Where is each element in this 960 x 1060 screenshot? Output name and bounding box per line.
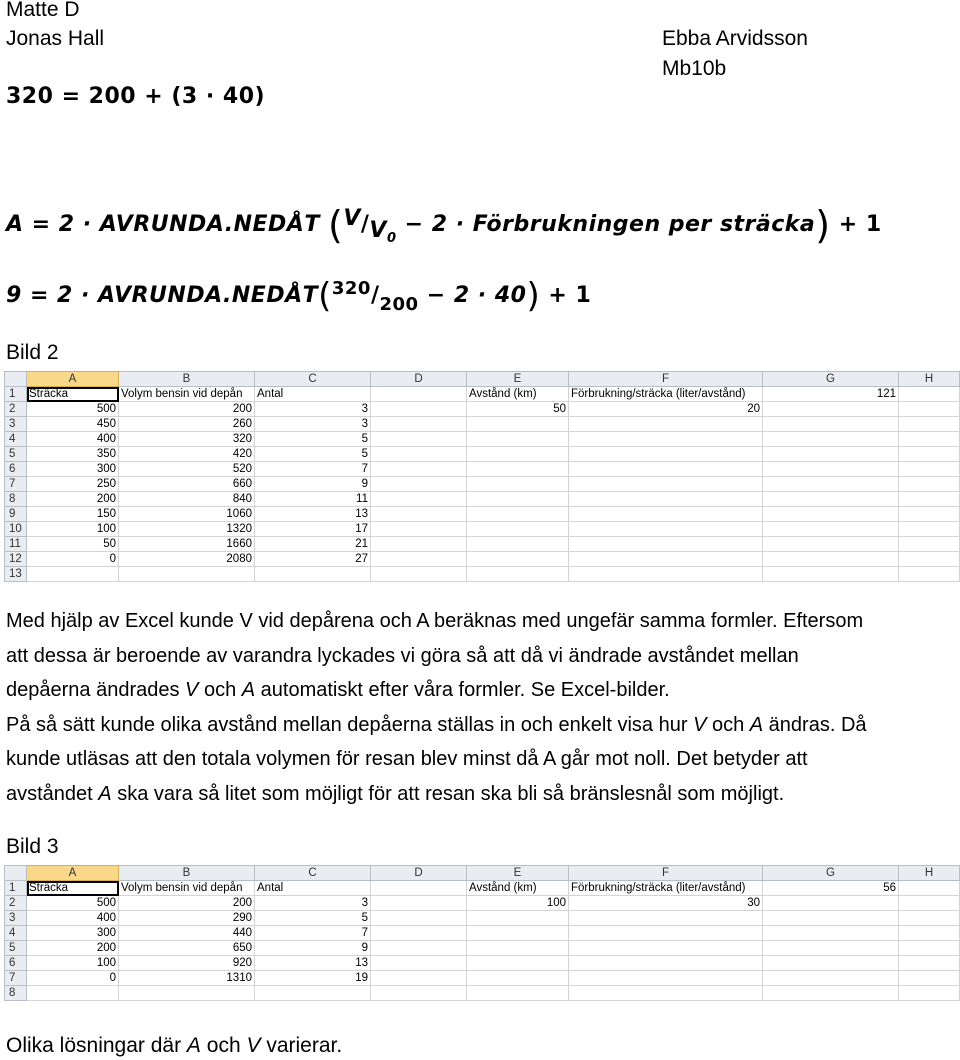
cell-h10[interactable] (899, 522, 960, 537)
cell-g1[interactable]: 121 (763, 387, 899, 402)
cell-d12[interactable] (371, 552, 467, 567)
cell-e11[interactable] (467, 537, 569, 552)
cell-c9[interactable]: 13 (255, 507, 371, 522)
cell-d2[interactable] (371, 896, 467, 911)
cell-b13[interactable] (119, 567, 255, 582)
cell-b8[interactable]: 840 (119, 492, 255, 507)
table-row (5, 956, 960, 971)
cell-e8[interactable] (467, 492, 569, 507)
row-header[interactable]: 3 (5, 417, 27, 432)
cell-d3[interactable] (371, 417, 467, 432)
cell-e1[interactable]: Avstånd (km) (467, 387, 569, 402)
table-row (5, 507, 960, 522)
column-header-c[interactable]: C (255, 372, 371, 387)
row-header[interactable]: 7 (5, 971, 27, 986)
equation-2-paren-open: ( (328, 203, 344, 247)
table-row (5, 941, 960, 956)
cell-f1[interactable]: Förbrukning/sträcka (liter/avstånd) (569, 387, 763, 402)
cell-g6[interactable] (763, 956, 899, 971)
cell-g13[interactable] (763, 567, 899, 582)
equation-2-tail: + 1 (838, 212, 882, 237)
row-header[interactable]: 9 (5, 507, 27, 522)
cell-f6[interactable] (569, 462, 763, 477)
cell-d4[interactable] (371, 926, 467, 941)
cell-a6[interactable]: 100 (27, 956, 119, 971)
cell-b1[interactable]: Volym bensin vid depån (119, 387, 255, 402)
cell-e2[interactable]: 100 (467, 896, 569, 911)
cell-a7[interactable]: 0 (27, 971, 119, 986)
cell-a2[interactable]: 500 (27, 896, 119, 911)
row-header[interactable]: 6 (5, 462, 27, 477)
equation-3-num: 320 (331, 278, 371, 299)
paragraph-line-6 (6, 777, 958, 812)
cell-b4[interactable]: 440 (119, 926, 255, 941)
paragraph-line-1: Med hjälp av Excel kunde V vid depårena och A beräknas med ungefär samma formler. Eftersom (6, 610, 864, 632)
paragraph-line-2: att dessa är beroende av varandra lyckades vi göra så att då vi ändrade avståndet mellan (6, 644, 799, 667)
cell-a5[interactable]: 200 (27, 941, 119, 956)
column-header-e[interactable]: E (467, 866, 569, 881)
cell-h2[interactable] (899, 896, 960, 911)
cell-g1[interactable]: 56 (763, 881, 899, 896)
cell-b5[interactable]: 420 (119, 447, 255, 462)
cell-h6[interactable] (899, 956, 960, 971)
table-row (5, 986, 960, 1001)
table-row (5, 492, 960, 507)
cell-f5[interactable] (569, 941, 763, 956)
closing-line-b: A (186, 1034, 201, 1057)
cell-d7[interactable] (371, 477, 467, 492)
column-header-f[interactable]: F (569, 866, 763, 881)
cell-c4[interactable]: 5 (255, 432, 371, 447)
cell-e4[interactable] (467, 926, 569, 941)
cell-e6[interactable] (467, 956, 569, 971)
cell-c8[interactable] (255, 986, 371, 1001)
paragraph-line-4-c: A (749, 713, 764, 736)
cell-f10[interactable] (569, 522, 763, 537)
table-row (5, 926, 960, 941)
cell-c3[interactable]: 3 (255, 417, 371, 432)
cell-c6[interactable]: 7 (255, 462, 371, 477)
cell-f2[interactable]: 20 (569, 402, 763, 417)
row-header[interactable]: 6 (5, 956, 27, 971)
cell-h5[interactable] (899, 447, 960, 462)
cell-d9[interactable] (371, 507, 467, 522)
equation-3-slash: / (370, 283, 380, 308)
cell-g3[interactable] (763, 417, 899, 432)
cell-e12[interactable] (467, 552, 569, 567)
cell-g3[interactable] (763, 911, 899, 926)
spreadsheet-bild2 (4, 371, 960, 582)
paragraph-line-4-a: På så sätt kunde olika avstånd mellan depåerna ställas in och enkelt visa hur (6, 713, 694, 736)
column-header-h[interactable]: H (899, 372, 960, 387)
paragraph-line-6-b: A (98, 782, 112, 805)
cell-e7[interactable] (467, 971, 569, 986)
column-header-g[interactable]: G (763, 372, 899, 387)
body-paragraph (6, 604, 958, 811)
cell-f12[interactable] (569, 552, 763, 567)
equation-3-tail: + 1 (548, 283, 592, 308)
row-header[interactable]: 12 (5, 552, 27, 567)
cell-b11[interactable]: 1660 (119, 537, 255, 552)
cell-g8[interactable] (763, 986, 899, 1001)
table-row (5, 971, 960, 986)
bild2-caption: Bild 2 (6, 341, 59, 364)
paragraph-line-3 (6, 673, 958, 708)
table-row (5, 881, 960, 896)
cell-d7[interactable] (371, 971, 467, 986)
table-row (5, 387, 960, 402)
paragraph-line-4-d: ändras. Då (763, 713, 867, 736)
table-row (5, 522, 960, 537)
cell-f7[interactable] (569, 971, 763, 986)
closing-line-e: varierar. (260, 1034, 343, 1057)
equation-3 (6, 276, 591, 316)
row-header[interactable]: 5 (5, 447, 27, 462)
equation-2-V: V (343, 206, 361, 231)
cell-a10[interactable]: 100 (27, 522, 119, 537)
spreadsheet-bild3 (4, 865, 960, 1001)
cell-f2[interactable]: 30 (569, 896, 763, 911)
column-header-b[interactable]: B (119, 866, 255, 881)
cell-e6[interactable] (467, 462, 569, 477)
equation-2-V0-sub: 0 (386, 231, 397, 247)
cell-g2[interactable] (763, 402, 899, 417)
cell-a4[interactable]: 300 (27, 926, 119, 941)
cell-g7[interactable] (763, 477, 899, 492)
cell-h7[interactable] (899, 971, 960, 986)
cell-c1[interactable]: Antal (255, 387, 371, 402)
cell-g4[interactable] (763, 926, 899, 941)
table-row (5, 567, 960, 582)
row-header[interactable]: 8 (5, 986, 27, 1001)
row-header[interactable]: 4 (5, 432, 27, 447)
cell-c2[interactable]: 3 (255, 402, 371, 417)
row-header[interactable]: 2 (5, 896, 27, 911)
cell-a11[interactable]: 50 (27, 537, 119, 552)
row-header[interactable]: 5 (5, 941, 27, 956)
cell-h13[interactable] (899, 567, 960, 582)
row-header[interactable]: 11 (5, 537, 27, 552)
equation-3-den: 200 (379, 294, 419, 315)
cell-e8[interactable] (467, 986, 569, 1001)
cell-e2[interactable]: 50 (467, 402, 569, 417)
cell-c11[interactable]: 21 (255, 537, 371, 552)
cell-a1[interactable]: Sträcka (27, 387, 119, 402)
sheet-corner[interactable] (5, 866, 27, 881)
cell-d3[interactable] (371, 911, 467, 926)
course-name: Matte D (6, 0, 80, 21)
paragraph-line-6-c: ska vara så litet som möjligt för att resan ska bli så bränslesnål som möjligt. (111, 782, 785, 805)
equation-3-paren-open: ( (318, 276, 332, 316)
cell-b8[interactable] (119, 986, 255, 1001)
column-header-a[interactable]: A (27, 372, 119, 387)
paragraph-line-4 (6, 708, 958, 743)
row-header[interactable]: 3 (5, 911, 27, 926)
paragraph-line-3-d: automatiskt efter våra formler. Se Excel-bilder. (255, 679, 670, 701)
equation-2 (6, 203, 882, 247)
equation-3-paren-close: ) (526, 276, 541, 316)
cell-d1[interactable] (371, 387, 467, 402)
cell-e7[interactable] (467, 477, 569, 492)
cell-a4[interactable]: 400 (27, 432, 119, 447)
cell-e1[interactable]: Avstånd (km) (467, 881, 569, 896)
cell-h4[interactable] (899, 926, 960, 941)
equation-2-paren-close: ) (815, 203, 831, 247)
cell-f4[interactable] (569, 432, 763, 447)
cell-h11[interactable] (899, 537, 960, 552)
equation-3-rest: − 2 · 40 (426, 283, 527, 308)
table-row (5, 402, 960, 417)
closing-line-d: V (246, 1034, 261, 1057)
cell-c5[interactable]: 5 (255, 447, 371, 462)
cell-e5[interactable] (467, 941, 569, 956)
cell-a5[interactable]: 350 (27, 447, 119, 462)
table-row (5, 477, 960, 492)
cell-b2[interactable]: 200 (119, 896, 255, 911)
cell-b1[interactable]: Volym bensin vid depån (119, 881, 255, 896)
cell-h8[interactable] (899, 986, 960, 1001)
column-header-c[interactable]: C (255, 866, 371, 881)
cell-b6[interactable]: 920 (119, 956, 255, 971)
column-header-h[interactable]: H (899, 866, 960, 881)
cell-f8[interactable] (569, 492, 763, 507)
cell-a1[interactable]: Sträcka (27, 881, 119, 896)
cell-b4[interactable]: 320 (119, 432, 255, 447)
class-name: Mb10b (662, 57, 727, 80)
cell-f7[interactable] (569, 477, 763, 492)
cell-c7[interactable]: 9 (255, 477, 371, 492)
cell-b7[interactable]: 660 (119, 477, 255, 492)
closing-line-a: Olika lösningar där (6, 1034, 187, 1057)
cell-b10[interactable]: 1320 (119, 522, 255, 537)
cell-d11[interactable] (371, 537, 467, 552)
cell-f13[interactable] (569, 567, 763, 582)
row-header[interactable]: 8 (5, 492, 27, 507)
cell-b2[interactable]: 200 (119, 402, 255, 417)
cell-h6[interactable] (899, 462, 960, 477)
equation-2-rest: − 2 · Förbrukningen per sträcka (404, 212, 816, 237)
cell-d1[interactable] (371, 881, 467, 896)
cell-h9[interactable] (899, 507, 960, 522)
cell-d6[interactable] (371, 956, 467, 971)
row-header[interactable]: 7 (5, 477, 27, 492)
cell-a3[interactable]: 400 (27, 911, 119, 926)
student-name: Ebba Arvidsson (662, 27, 808, 50)
paragraph-line-5: kunde utläsas att den totala volymen för resan blev minst då A går mot noll. Det betyder att (6, 748, 808, 770)
cell-e9[interactable] (467, 507, 569, 522)
paragraph-line-4-b: och (706, 713, 750, 736)
cell-g4[interactable] (763, 432, 899, 447)
cell-c1[interactable]: Antal (255, 881, 371, 896)
cell-f4[interactable] (569, 926, 763, 941)
cell-c8[interactable]: 11 (255, 492, 371, 507)
cell-f5[interactable] (569, 447, 763, 462)
cell-f3[interactable] (569, 911, 763, 926)
column-header-d[interactable]: D (371, 866, 467, 881)
cell-h3[interactable] (899, 911, 960, 926)
cell-h1[interactable] (899, 387, 960, 402)
cell-g9[interactable] (763, 507, 899, 522)
equation-2-lhs: A = 2 · AVRUNDA.NEDÅT (6, 212, 320, 237)
row-header[interactable]: 4 (5, 926, 27, 941)
column-header-g[interactable]: G (763, 866, 899, 881)
equation-3-lhs: 9 = 2 · AVRUNDA.NEDÅT (6, 283, 319, 308)
cell-d8[interactable] (371, 492, 467, 507)
cell-a8[interactable]: 200 (27, 492, 119, 507)
cell-h12[interactable] (899, 552, 960, 567)
equation-2-V0: V (369, 218, 387, 243)
table-row (5, 896, 960, 911)
cell-g10[interactable] (763, 522, 899, 537)
cell-h1[interactable] (899, 881, 960, 896)
paragraph-line-3-a: depåerna ändrades (6, 679, 186, 701)
column-header-a[interactable]: A (27, 866, 119, 881)
cell-e10[interactable] (467, 522, 569, 537)
cell-g11[interactable] (763, 537, 899, 552)
sheet-corner[interactable] (5, 372, 27, 387)
equation-1 (6, 84, 265, 109)
cell-c3[interactable]: 5 (255, 911, 371, 926)
paragraph-line-3-c: A (241, 679, 256, 701)
cell-b6[interactable]: 520 (119, 462, 255, 477)
cell-a6[interactable]: 300 (27, 462, 119, 477)
cell-a2[interactable]: 500 (27, 402, 119, 417)
table-row (5, 417, 960, 432)
cell-h4[interactable] (899, 432, 960, 447)
column-header-b[interactable]: B (119, 372, 255, 387)
row-header[interactable]: 1 (5, 387, 27, 402)
cell-d8[interactable] (371, 986, 467, 1001)
cell-d13[interactable] (371, 567, 467, 582)
cell-b3[interactable]: 260 (119, 417, 255, 432)
equation-1-text: 320 = 200 + (3 · 40) (6, 84, 266, 109)
column-header-e[interactable]: E (467, 372, 569, 387)
cell-e3[interactable] (467, 417, 569, 432)
cell-a8[interactable] (27, 986, 119, 1001)
cell-g6[interactable] (763, 462, 899, 477)
cell-c7[interactable]: 19 (255, 971, 371, 986)
row-header[interactable]: 10 (5, 522, 27, 537)
cell-e4[interactable] (467, 432, 569, 447)
cell-d10[interactable] (371, 522, 467, 537)
cell-f1[interactable]: Förbrukning/sträcka (liter/avstånd) (569, 881, 763, 896)
cell-f3[interactable] (569, 417, 763, 432)
cell-h8[interactable] (899, 492, 960, 507)
table-row (5, 447, 960, 462)
cell-g7[interactable] (763, 971, 899, 986)
table-row (5, 432, 960, 447)
cell-a9[interactable]: 150 (27, 507, 119, 522)
cell-c2[interactable]: 3 (255, 896, 371, 911)
paragraph-line-3-b: och (198, 679, 242, 701)
cell-a12[interactable]: 0 (27, 552, 119, 567)
cell-g12[interactable] (763, 552, 899, 567)
closing-line (6, 1032, 342, 1060)
cell-h3[interactable] (899, 417, 960, 432)
cell-b5[interactable]: 650 (119, 941, 255, 956)
bild3-caption: Bild 3 (6, 835, 59, 858)
cell-f11[interactable] (569, 537, 763, 552)
cell-f6[interactable] (569, 956, 763, 971)
cell-a7[interactable]: 250 (27, 477, 119, 492)
paragraph-line-3-v: V (185, 679, 199, 701)
cell-h7[interactable] (899, 477, 960, 492)
row-header[interactable]: 2 (5, 402, 27, 417)
closing-line-c: och (200, 1034, 247, 1057)
cell-c13[interactable] (255, 567, 371, 582)
cell-e3[interactable] (467, 911, 569, 926)
cell-c5[interactable]: 9 (255, 941, 371, 956)
cell-d5[interactable] (371, 941, 467, 956)
paragraph-line-4-v: V (693, 713, 707, 736)
cell-b12[interactable]: 2080 (119, 552, 255, 567)
cell-f8[interactable] (569, 986, 763, 1001)
cell-e5[interactable] (467, 447, 569, 462)
table-row (5, 552, 960, 567)
cell-b7[interactable]: 1310 (119, 971, 255, 986)
cell-g5[interactable] (763, 941, 899, 956)
column-header-f[interactable]: F (569, 372, 763, 387)
cell-g2[interactable] (763, 896, 899, 911)
cell-h2[interactable] (899, 402, 960, 417)
cell-g5[interactable] (763, 447, 899, 462)
cell-e13[interactable] (467, 567, 569, 582)
cell-c6[interactable]: 13 (255, 956, 371, 971)
cell-f9[interactable] (569, 507, 763, 522)
cell-d6[interactable] (371, 462, 467, 477)
row-header[interactable]: 13 (5, 567, 27, 582)
equation-2-slash: / (360, 212, 370, 237)
cell-a3[interactable]: 450 (27, 417, 119, 432)
table-row (5, 462, 960, 477)
cell-b9[interactable]: 1060 (119, 507, 255, 522)
cell-h5[interactable] (899, 941, 960, 956)
cell-a13[interactable] (27, 567, 119, 582)
column-header-d[interactable]: D (371, 372, 467, 387)
cell-g8[interactable] (763, 492, 899, 507)
cell-d2[interactable] (371, 402, 467, 417)
table-row (5, 537, 960, 552)
table-row (5, 911, 960, 926)
cell-d4[interactable] (371, 432, 467, 447)
cell-d5[interactable] (371, 447, 467, 462)
cell-c10[interactable]: 17 (255, 522, 371, 537)
teacher-name: Jonas Hall (6, 27, 105, 50)
paragraph-line-6-a: avståndet (6, 782, 99, 805)
cell-b3[interactable]: 290 (119, 911, 255, 926)
cell-c12[interactable]: 27 (255, 552, 371, 567)
row-header[interactable]: 1 (5, 881, 27, 896)
cell-c4[interactable]: 7 (255, 926, 371, 941)
